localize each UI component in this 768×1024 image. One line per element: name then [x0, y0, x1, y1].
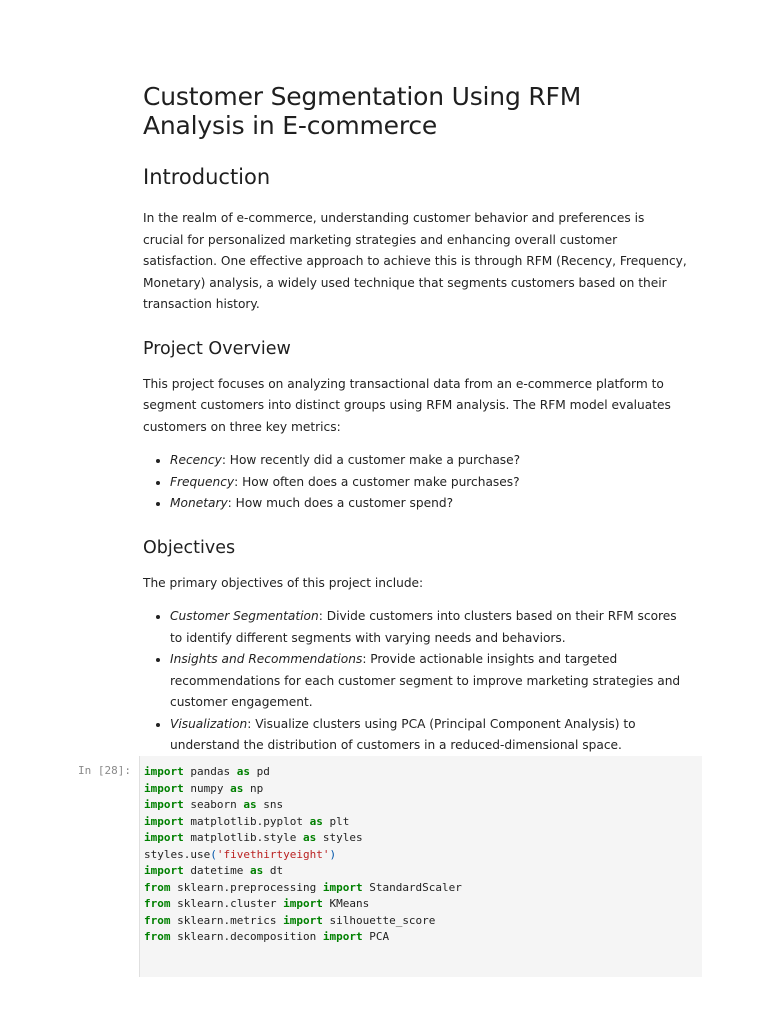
code-token: styles: [316, 831, 363, 844]
code-cell[interactable]: [0, 755, 768, 977]
code-editor[interactable]: [139, 756, 702, 977]
code-keyword: as: [230, 781, 244, 795]
code-keyword: from: [144, 913, 171, 927]
code-token: sklearn.preprocessing: [170, 880, 323, 894]
code-token: numpy: [183, 781, 231, 795]
introduction-text: In the realm of e-commerce, understanding customer behavior and preferences is crucial for personalized marketing strategies and enhancing overall customer satisfaction. One effective approach to achieve this is through RFM (Recency, Frequency, Monetary) analysis, a widely used technique that segments customers based on their transaction history.: [143, 211, 687, 311]
code-token: ): [329, 847, 337, 861]
code-line: [144, 815, 349, 828]
code-token: seaborn: [183, 798, 244, 811]
code-string: 'fivethirtyeight': [216, 847, 330, 861]
code-token: datetime: [183, 864, 250, 877]
code-keyword: as: [236, 765, 250, 778]
list-item: [170, 472, 688, 494]
list-item-desc: : Provide actionable insights and targeted recommendations for each customer segment to improve marketing strategies and customer engagement.: [170, 652, 681, 709]
list-item-term: Recency: [170, 453, 222, 467]
code-block[interactable]: [140, 756, 702, 946]
code-keyword: import: [322, 880, 363, 894]
code-token: styles.use: [144, 847, 211, 861]
objectives-list: [143, 606, 688, 757]
list-item-desc: : Divide customers into clusters based on their RFM scores to identify different segments with varying needs and behaviors.: [170, 609, 677, 645]
code-line: [144, 782, 263, 795]
code-keyword: import: [283, 913, 323, 927]
code-keyword: as: [243, 798, 257, 811]
code-keyword: from: [144, 930, 171, 943]
code-token: plt: [322, 814, 350, 828]
code-token: StandardScaler: [362, 880, 462, 894]
code-token: matplotlib.style: [183, 831, 303, 844]
list-item: [170, 450, 688, 472]
code-line: [144, 798, 283, 811]
code-keyword: as: [309, 814, 323, 828]
code-keyword: import: [144, 814, 184, 828]
list-item-term: Visualization: [170, 716, 248, 731]
code-keyword: as: [249, 864, 264, 877]
objectives-text: The primary objectives of this project include:: [143, 575, 424, 590]
list-item: [170, 714, 688, 757]
code-line: [144, 765, 270, 778]
code-keyword: import: [144, 831, 184, 844]
code-keyword: import: [144, 864, 184, 877]
code-token: sklearn.cluster: [170, 897, 284, 910]
code-token: sklearn.decomposition: [170, 930, 323, 943]
code-keyword: import: [322, 930, 363, 943]
code-keyword: from: [144, 880, 171, 894]
list-item-desc: : Visualize clusters using PCA (Principal Component Analysis) to understand the distribution of customers in a reduced-dimensional space.: [170, 716, 636, 752]
project-overview-heading: Project Overview: [143, 338, 291, 359]
code-token: KMeans: [322, 897, 370, 910]
code-line: [144, 881, 462, 894]
objectives-heading: Objectives: [143, 537, 236, 558]
page-title: Customer Segmentation Using RFM Analysis in E-commerce: [143, 82, 582, 140]
code-token: pandas: [183, 765, 237, 778]
list-item-desc: : How much does a customer spend?: [227, 496, 454, 510]
code-line: [144, 848, 336, 861]
code-token: sklearn.metrics: [170, 913, 284, 927]
code-line: [144, 864, 283, 877]
project-overview-text: This project focuses on analyzing transactional data from an e-commerce platform to segment customers into distinct groups using RFM analysis. The RFM model evaluates customers on three key metrics:: [143, 376, 671, 434]
introduction-heading: Introduction: [143, 165, 271, 189]
code-line: [144, 930, 389, 943]
list-item-term: Insights and Recommendations: [170, 652, 363, 666]
code-keyword: as: [302, 831, 317, 844]
code-line: [144, 914, 435, 927]
list-item: [170, 649, 688, 714]
code-token: (: [210, 847, 217, 861]
rfm-metrics-list: [143, 450, 688, 515]
code-line: [144, 831, 363, 844]
list-item: [170, 606, 688, 649]
list-item-term: Monetary: [170, 496, 228, 510]
code-keyword: from: [144, 897, 171, 910]
code-keyword: import: [144, 765, 184, 778]
code-keyword: import: [144, 781, 184, 795]
cell-prompt: In [28]:: [78, 764, 131, 777]
code-token: matplotlib.pyplot: [183, 814, 310, 828]
code-line: [144, 897, 369, 910]
list-item-desc: : How often does a customer make purchases?: [234, 474, 520, 489]
code-keyword: import: [283, 897, 323, 910]
code-token: pd: [249, 765, 270, 778]
code-token: dt: [263, 864, 284, 877]
code-keyword: import: [144, 798, 184, 811]
code-token: silhouette_score: [322, 913, 436, 927]
code-token: PCA: [362, 930, 390, 943]
list-item: [170, 493, 688, 515]
markdown-cell: [143, 82, 688, 779]
code-token: sns: [256, 798, 284, 811]
list-item-desc: : How recently did a customer make a purchase?: [221, 453, 521, 467]
code-token: np: [243, 781, 264, 795]
list-item-term: Customer Segmentation: [170, 609, 319, 623]
list-item-term: Frequency: [170, 474, 235, 489]
